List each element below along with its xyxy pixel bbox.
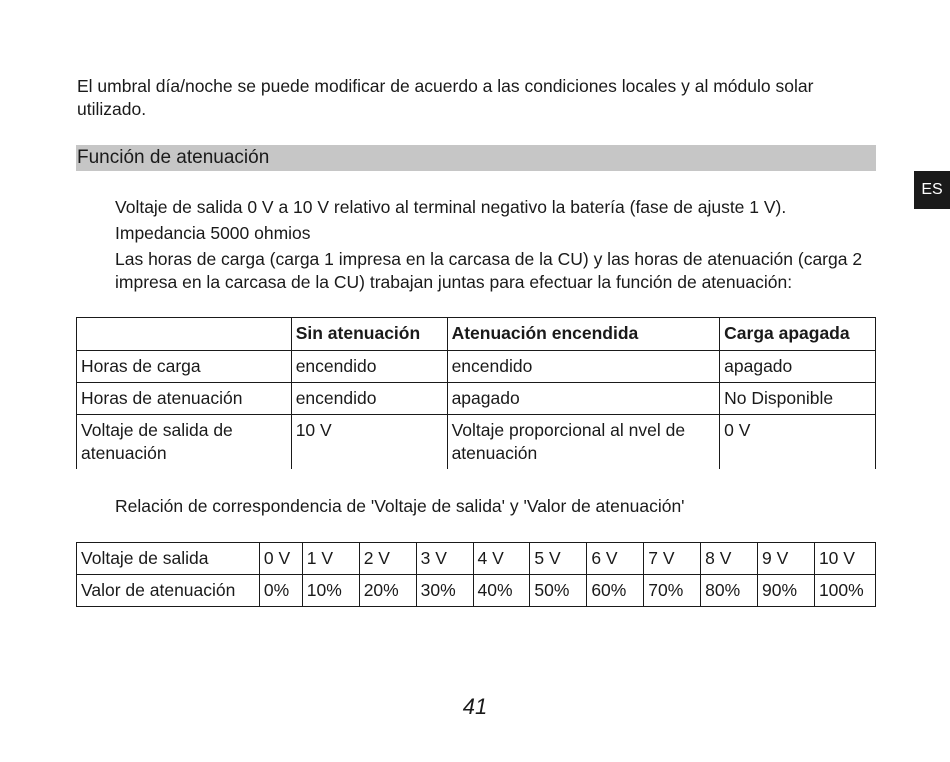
voltage-paragraph: Voltaje de salida 0 V a 10 V relativo al terminal negativo la batería (fase de ajuste 1 V). xyxy=(115,197,787,217)
table-cell: 50% xyxy=(530,575,587,607)
table-cell: No Disponible xyxy=(720,383,876,415)
table-cell: Voltaje proporcional al nvel de atenuación xyxy=(447,415,720,470)
table-cell: Valor de atenuación xyxy=(77,575,260,607)
table-cell: 0 V xyxy=(259,543,302,575)
relation-paragraph: Relación de correspondencia de 'Voltaje de salida' y 'Valor de atenuación' xyxy=(115,496,685,516)
table-cell: 10 V xyxy=(291,415,447,470)
table-cell: 6 V xyxy=(587,543,644,575)
table-cell: 8 V xyxy=(701,543,758,575)
table-cell: encendido xyxy=(447,351,720,383)
table-cell: 4 V xyxy=(473,543,530,575)
table-row xyxy=(77,575,876,607)
table-cell: 20% xyxy=(359,575,416,607)
language-tab: ES xyxy=(914,171,950,209)
table-cell: 0 V xyxy=(720,415,876,470)
table-cell: Horas de atenuación xyxy=(77,383,292,415)
table-cell: encendido xyxy=(291,383,447,415)
table-header-cell: Atenuación encendida xyxy=(447,318,720,351)
table-row xyxy=(77,383,876,415)
table-cell: 9 V xyxy=(758,543,815,575)
impedance-paragraph: Impedancia 5000 ohmios xyxy=(115,223,311,243)
table-cell: Horas de carga xyxy=(77,351,292,383)
table-cell: encendido xyxy=(291,351,447,383)
table-row xyxy=(77,415,876,470)
hours-paragraph: Las horas de carga (carga 1 impresa en la carcasa de la CU) y las horas de atenuación (carga 2 impresa en la carcasa de la CU) trabajan juntas para efectuar la función de atenuación: xyxy=(115,249,863,292)
table-cell: 3 V xyxy=(416,543,473,575)
table-cell: 10 V xyxy=(814,543,875,575)
table-header-cell: Sin atenuación xyxy=(291,318,447,351)
table-cell: apagado xyxy=(720,351,876,383)
table-row xyxy=(77,543,876,575)
table-cell: 90% xyxy=(758,575,815,607)
dimming-table xyxy=(76,317,876,469)
table-cell: 60% xyxy=(587,575,644,607)
intro-paragraph: El umbral día/noche se puede modificar de acuerdo a las condiciones locales y al módulo solar utilizado. xyxy=(77,76,814,119)
table-header-cell xyxy=(77,318,292,351)
voltage-mapping-table xyxy=(76,542,876,607)
table-cell: 100% xyxy=(814,575,875,607)
table-cell: 30% xyxy=(416,575,473,607)
section-title: Función de atenuación xyxy=(76,145,876,171)
page-number: 41 xyxy=(462,694,488,719)
table-cell: Voltaje de salida xyxy=(77,543,260,575)
table-cell: Voltaje de salida de atenuación xyxy=(77,415,292,470)
table-cell: 10% xyxy=(302,575,359,607)
table-cell: 0% xyxy=(259,575,302,607)
table-cell: 5 V xyxy=(530,543,587,575)
table-cell: apagado xyxy=(447,383,720,415)
table-cell: 7 V xyxy=(644,543,701,575)
table-cell: 40% xyxy=(473,575,530,607)
table-header-cell: Carga apagada xyxy=(720,318,876,351)
table-cell: 2 V xyxy=(359,543,416,575)
table-row xyxy=(77,351,876,383)
table-header-row xyxy=(77,318,876,351)
table-cell: 70% xyxy=(644,575,701,607)
table-cell: 1 V xyxy=(302,543,359,575)
table-cell: 80% xyxy=(701,575,758,607)
